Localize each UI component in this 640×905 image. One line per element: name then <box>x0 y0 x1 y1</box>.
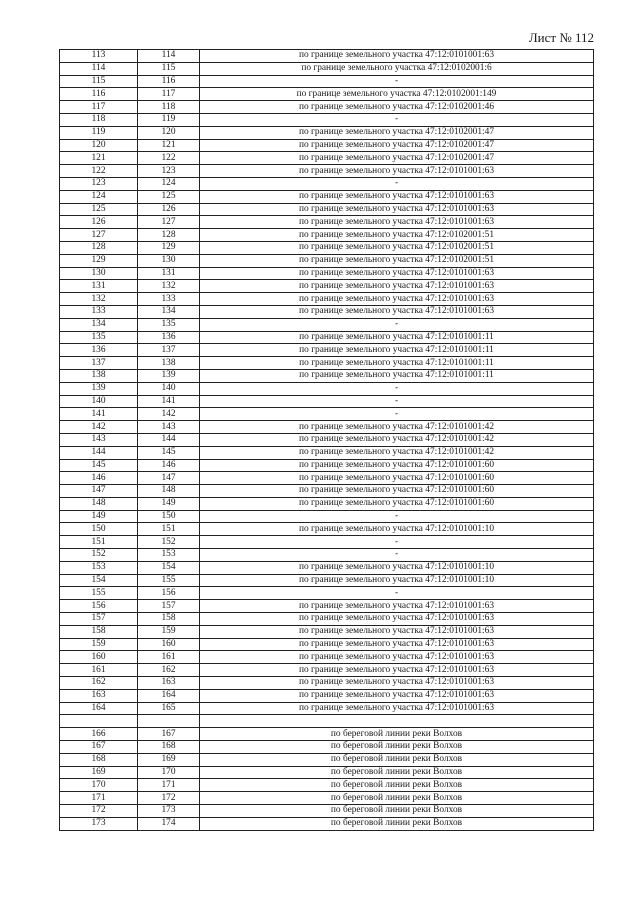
from-point-cell: 122 <box>60 165 138 178</box>
boundary-description-cell: по береговой линии реки Волхов <box>200 766 594 779</box>
from-point-cell: 126 <box>60 216 138 229</box>
boundary-description-cell: по береговой линии реки Волхов <box>200 741 594 754</box>
to-point-cell: 130 <box>138 254 200 267</box>
from-point-cell: 133 <box>60 305 138 318</box>
to-point-cell: 138 <box>138 357 200 370</box>
boundary-description-cell: по береговой линии реки Волхов <box>200 817 594 830</box>
from-point-cell: 145 <box>60 459 138 472</box>
table-row <box>60 689 594 702</box>
to-point-cell: 116 <box>138 75 200 88</box>
table-row <box>60 369 594 382</box>
from-point-cell: 137 <box>60 357 138 370</box>
to-point-cell: 120 <box>138 126 200 139</box>
table-row <box>60 421 594 434</box>
table-row <box>60 792 594 805</box>
boundary-description-cell: - <box>200 318 594 331</box>
boundary-description-cell: по границе земельного участка 47:12:0101001:63 <box>200 267 594 280</box>
boundary-description-cell: по границе земельного участка 47:12:0101001:60 <box>200 485 594 498</box>
boundary-description-cell: по береговой линии реки Волхов <box>200 753 594 766</box>
table-row <box>60 651 594 664</box>
to-point-cell: 115 <box>138 62 200 75</box>
table-row <box>60 753 594 766</box>
boundary-description-cell: по границе земельного участка 47:12:0101001:63 <box>200 651 594 664</box>
to-point-cell: 118 <box>138 101 200 114</box>
table-row <box>60 254 594 267</box>
table-row <box>60 766 594 779</box>
table-row <box>60 715 594 728</box>
from-point-cell: 136 <box>60 344 138 357</box>
to-point-cell: 164 <box>138 689 200 702</box>
to-point-cell: 148 <box>138 485 200 498</box>
table-row <box>60 817 594 830</box>
table-row <box>60 152 594 165</box>
table-row <box>60 600 594 613</box>
to-point-cell: 132 <box>138 280 200 293</box>
table-row <box>60 165 594 178</box>
table-row <box>60 357 594 370</box>
table-row <box>60 50 594 63</box>
table-row <box>60 523 594 536</box>
to-point-cell: 165 <box>138 702 200 715</box>
to-point-cell: 143 <box>138 421 200 434</box>
boundary-description-cell: по границе земельного участка 47:12:0102001:51 <box>200 241 594 254</box>
boundary-description-cell: по границе земельного участка 47:12:0101001:63 <box>200 293 594 306</box>
boundary-description-cell: по границе земельного участка 47:12:0101001:11 <box>200 344 594 357</box>
boundary-description-cell: по границе земельного участка 47:12:0101001:63 <box>200 216 594 229</box>
boundary-description-cell: по границе земельного участка 47:12:0101001:63 <box>200 613 594 626</box>
table-row <box>60 741 594 754</box>
to-point-cell: 156 <box>138 587 200 600</box>
boundary-description-cell: по границе земельного участка 47:12:0101001:63 <box>200 677 594 690</box>
from-point-cell: 162 <box>60 677 138 690</box>
boundary-description-cell: по границе земельного участка 47:12:0101001:63 <box>200 689 594 702</box>
from-point-cell: 113 <box>60 50 138 63</box>
from-point-cell: 141 <box>60 408 138 421</box>
table-row <box>60 433 594 446</box>
boundary-description-cell: по границе земельного участка 47:12:0101001:11 <box>200 331 594 344</box>
from-point-cell: 127 <box>60 229 138 242</box>
from-point-cell: 121 <box>60 152 138 165</box>
from-point-cell: 151 <box>60 536 138 549</box>
to-point-cell: 133 <box>138 293 200 306</box>
table-row <box>60 677 594 690</box>
from-point-cell: 171 <box>60 792 138 805</box>
boundary-description-cell: по границе земельного участка 47:12:0101001:10 <box>200 523 594 536</box>
to-point-cell: 142 <box>138 408 200 421</box>
boundary-description-cell: - <box>200 536 594 549</box>
to-point-cell: 157 <box>138 600 200 613</box>
table-row <box>60 574 594 587</box>
from-point-cell: 115 <box>60 75 138 88</box>
table-row <box>60 472 594 485</box>
to-point-cell: 147 <box>138 472 200 485</box>
from-point-cell: 148 <box>60 497 138 510</box>
to-point-cell: 162 <box>138 664 200 677</box>
boundary-description-cell: по границе земельного участка 47:12:0101001:60 <box>200 497 594 510</box>
to-point-cell: 137 <box>138 344 200 357</box>
to-point-cell: 124 <box>138 177 200 190</box>
to-point-cell: 145 <box>138 446 200 459</box>
to-point-cell: 150 <box>138 510 200 523</box>
to-point-cell: 155 <box>138 574 200 587</box>
to-point-cell: 135 <box>138 318 200 331</box>
boundary-description-cell: по береговой линии реки Волхов <box>200 805 594 818</box>
boundary-description-cell: - <box>200 395 594 408</box>
boundary-description-cell: по границе земельного участка 47:12:0102001:51 <box>200 254 594 267</box>
from-point-cell: 150 <box>60 523 138 536</box>
boundary-description-cell: по границе земельного участка 47:12:0102001:149 <box>200 88 594 101</box>
boundary-description-table <box>59 49 594 831</box>
boundary-description-cell: по береговой линии реки Волхов <box>200 779 594 792</box>
from-point-cell: 138 <box>60 369 138 382</box>
table-row <box>60 280 594 293</box>
from-point-cell: 124 <box>60 190 138 203</box>
sheet-number: Лист № 112 <box>528 30 594 45</box>
boundary-description-cell: - <box>200 510 594 523</box>
to-point-cell: 149 <box>138 497 200 510</box>
boundary-description-cell: по границе земельного участка 47:12:0101001:42 <box>200 433 594 446</box>
table-row <box>60 190 594 203</box>
table-row <box>60 805 594 818</box>
boundary-description-cell: по границе земельного участка 47:12:0101001:63 <box>200 305 594 318</box>
boundary-description-cell: по границе земельного участка 47:12:0101001:63 <box>200 165 594 178</box>
from-point-cell: 159 <box>60 638 138 651</box>
from-point-cell: 142 <box>60 421 138 434</box>
to-point-cell: 140 <box>138 382 200 395</box>
table-row <box>60 510 594 523</box>
to-point-cell: 163 <box>138 677 200 690</box>
table-row <box>60 75 594 88</box>
from-point-cell: 166 <box>60 728 138 741</box>
from-point-cell: 130 <box>60 267 138 280</box>
from-point-cell: 118 <box>60 113 138 126</box>
to-point-cell: 170 <box>138 766 200 779</box>
from-point-cell: 172 <box>60 805 138 818</box>
table-row <box>60 638 594 651</box>
boundary-description-cell: по границе земельного участка 47:12:0101001:60 <box>200 459 594 472</box>
boundary-description-cell: по береговой линии реки Волхов <box>200 728 594 741</box>
to-point-cell: 159 <box>138 625 200 638</box>
boundary-description-cell: по границе земельного участка 47:12:0101001:63 <box>200 664 594 677</box>
boundary-description-cell: по границе земельного участка 47:12:0101001:63 <box>200 203 594 216</box>
to-point-cell: 172 <box>138 792 200 805</box>
to-point-cell: 114 <box>138 50 200 63</box>
from-point-cell: 120 <box>60 139 138 152</box>
boundary-description-cell: по границе земельного участка 47:12:0102001:47 <box>200 139 594 152</box>
boundary-description-cell: по границе земельного участка 47:12:0101001:63 <box>200 600 594 613</box>
from-point-cell: 161 <box>60 664 138 677</box>
boundary-description-cell: по границе земельного участка 47:12:0101001:42 <box>200 446 594 459</box>
boundary-description-cell <box>200 715 594 728</box>
from-point-cell: 155 <box>60 587 138 600</box>
table-row <box>60 549 594 562</box>
from-point-cell: 173 <box>60 817 138 830</box>
boundary-description-cell: по границе земельного участка 47:12:0101001:60 <box>200 472 594 485</box>
from-point-cell: 134 <box>60 318 138 331</box>
from-point-cell: 158 <box>60 625 138 638</box>
boundary-description-cell: - <box>200 587 594 600</box>
table-row <box>60 88 594 101</box>
to-point-cell: 174 <box>138 817 200 830</box>
from-point-cell: 125 <box>60 203 138 216</box>
boundary-description-cell: - <box>200 75 594 88</box>
boundary-description-cell: по границе земельного участка 47:12:0101001:63 <box>200 190 594 203</box>
table-row <box>60 664 594 677</box>
to-point-cell: 125 <box>138 190 200 203</box>
table-row <box>60 305 594 318</box>
table-row <box>60 331 594 344</box>
from-point-cell: 149 <box>60 510 138 523</box>
from-point-cell: 152 <box>60 549 138 562</box>
boundary-description-cell: по границе земельного участка 47:12:0101001:10 <box>200 574 594 587</box>
from-point-cell: 163 <box>60 689 138 702</box>
table-row <box>60 625 594 638</box>
from-point-cell: 123 <box>60 177 138 190</box>
from-point-cell: 140 <box>60 395 138 408</box>
to-point-cell: 167 <box>138 728 200 741</box>
table-row <box>60 728 594 741</box>
from-point-cell: 168 <box>60 753 138 766</box>
to-point-cell <box>138 715 200 728</box>
table-body <box>60 50 594 831</box>
to-point-cell: 122 <box>138 152 200 165</box>
from-point-cell: 119 <box>60 126 138 139</box>
to-point-cell: 151 <box>138 523 200 536</box>
to-point-cell: 119 <box>138 113 200 126</box>
boundary-description-cell: по границе земельного участка 47:12:0102001:51 <box>200 229 594 242</box>
to-point-cell: 128 <box>138 229 200 242</box>
to-point-cell: 154 <box>138 561 200 574</box>
boundary-description-cell: по границе земельного участка 47:12:0101001:11 <box>200 369 594 382</box>
boundary-description-cell: - <box>200 408 594 421</box>
to-point-cell: 141 <box>138 395 200 408</box>
boundary-description-cell: по границе земельного участка 47:12:0101001:10 <box>200 561 594 574</box>
to-point-cell: 160 <box>138 638 200 651</box>
from-point-cell: 129 <box>60 254 138 267</box>
table-row <box>60 408 594 421</box>
from-point-cell: 116 <box>60 88 138 101</box>
boundary-description-cell: - <box>200 177 594 190</box>
from-point-cell: 154 <box>60 574 138 587</box>
from-point-cell: 128 <box>60 241 138 254</box>
table-row <box>60 702 594 715</box>
from-point-cell: 114 <box>60 62 138 75</box>
table-row <box>60 536 594 549</box>
table-row <box>60 267 594 280</box>
table-row <box>60 139 594 152</box>
table-row <box>60 446 594 459</box>
boundary-description-cell: по границе земельного участка 47:12:0101001:63 <box>200 625 594 638</box>
table-row <box>60 241 594 254</box>
boundary-description-cell: по границе земельного участка 47:12:0102001:46 <box>200 101 594 114</box>
boundary-description-cell: - <box>200 549 594 562</box>
to-point-cell: 134 <box>138 305 200 318</box>
boundary-description-cell: по береговой линии реки Волхов <box>200 792 594 805</box>
from-point-cell: 144 <box>60 446 138 459</box>
table-row <box>60 344 594 357</box>
from-point-cell: 139 <box>60 382 138 395</box>
to-point-cell: 126 <box>138 203 200 216</box>
to-point-cell: 121 <box>138 139 200 152</box>
table-row <box>60 126 594 139</box>
boundary-description-cell: по границе земельного участка 47:12:0101001:63 <box>200 280 594 293</box>
boundary-description-cell: по границе земельного участка 47:12:0102001:47 <box>200 126 594 139</box>
boundary-description-cell: по границе земельного участка 47:12:0102001:47 <box>200 152 594 165</box>
boundary-description-cell: по границе земельного участка 47:12:0101001:42 <box>200 421 594 434</box>
table-row <box>60 561 594 574</box>
from-point-cell: 146 <box>60 472 138 485</box>
table-row <box>60 395 594 408</box>
from-point-cell: 157 <box>60 613 138 626</box>
table-row <box>60 779 594 792</box>
to-point-cell: 123 <box>138 165 200 178</box>
to-point-cell: 117 <box>138 88 200 101</box>
boundary-description-cell: - <box>200 113 594 126</box>
from-point-cell: 143 <box>60 433 138 446</box>
table-row <box>60 318 594 331</box>
from-point-cell: 132 <box>60 293 138 306</box>
from-point-cell: 147 <box>60 485 138 498</box>
to-point-cell: 144 <box>138 433 200 446</box>
table-row <box>60 497 594 510</box>
table-row <box>60 459 594 472</box>
table-row <box>60 203 594 216</box>
to-point-cell: 152 <box>138 536 200 549</box>
to-point-cell: 158 <box>138 613 200 626</box>
boundary-description-cell: по границе земельного участка 47:12:0101001:11 <box>200 357 594 370</box>
table-row <box>60 382 594 395</box>
boundary-description-cell: по границе земельного участка 47:12:0101001:63 <box>200 638 594 651</box>
to-point-cell: 146 <box>138 459 200 472</box>
from-point-cell: 117 <box>60 101 138 114</box>
table-row <box>60 216 594 229</box>
table-row <box>60 177 594 190</box>
table-row <box>60 101 594 114</box>
from-point-cell: 153 <box>60 561 138 574</box>
boundary-description-cell: по границе земельного участка 47:12:0102001:6 <box>200 62 594 75</box>
to-point-cell: 127 <box>138 216 200 229</box>
table-row <box>60 613 594 626</box>
table-row <box>60 229 594 242</box>
to-point-cell: 136 <box>138 331 200 344</box>
to-point-cell: 129 <box>138 241 200 254</box>
to-point-cell: 168 <box>138 741 200 754</box>
table-row <box>60 62 594 75</box>
from-point-cell <box>60 715 138 728</box>
to-point-cell: 173 <box>138 805 200 818</box>
to-point-cell: 131 <box>138 267 200 280</box>
table-row <box>60 293 594 306</box>
to-point-cell: 171 <box>138 779 200 792</box>
table-row <box>60 485 594 498</box>
from-point-cell: 169 <box>60 766 138 779</box>
from-point-cell: 160 <box>60 651 138 664</box>
to-point-cell: 161 <box>138 651 200 664</box>
from-point-cell: 131 <box>60 280 138 293</box>
boundary-description-cell: по границе земельного участка 47:12:0101001:63 <box>200 50 594 63</box>
from-point-cell: 167 <box>60 741 138 754</box>
from-point-cell: 170 <box>60 779 138 792</box>
from-point-cell: 156 <box>60 600 138 613</box>
to-point-cell: 139 <box>138 369 200 382</box>
from-point-cell: 135 <box>60 331 138 344</box>
boundary-description-cell: по границе земельного участка 47:12:0101001:63 <box>200 702 594 715</box>
table-row <box>60 113 594 126</box>
to-point-cell: 169 <box>138 753 200 766</box>
from-point-cell: 164 <box>60 702 138 715</box>
table-row <box>60 587 594 600</box>
boundary-description-cell: - <box>200 382 594 395</box>
to-point-cell: 153 <box>138 549 200 562</box>
